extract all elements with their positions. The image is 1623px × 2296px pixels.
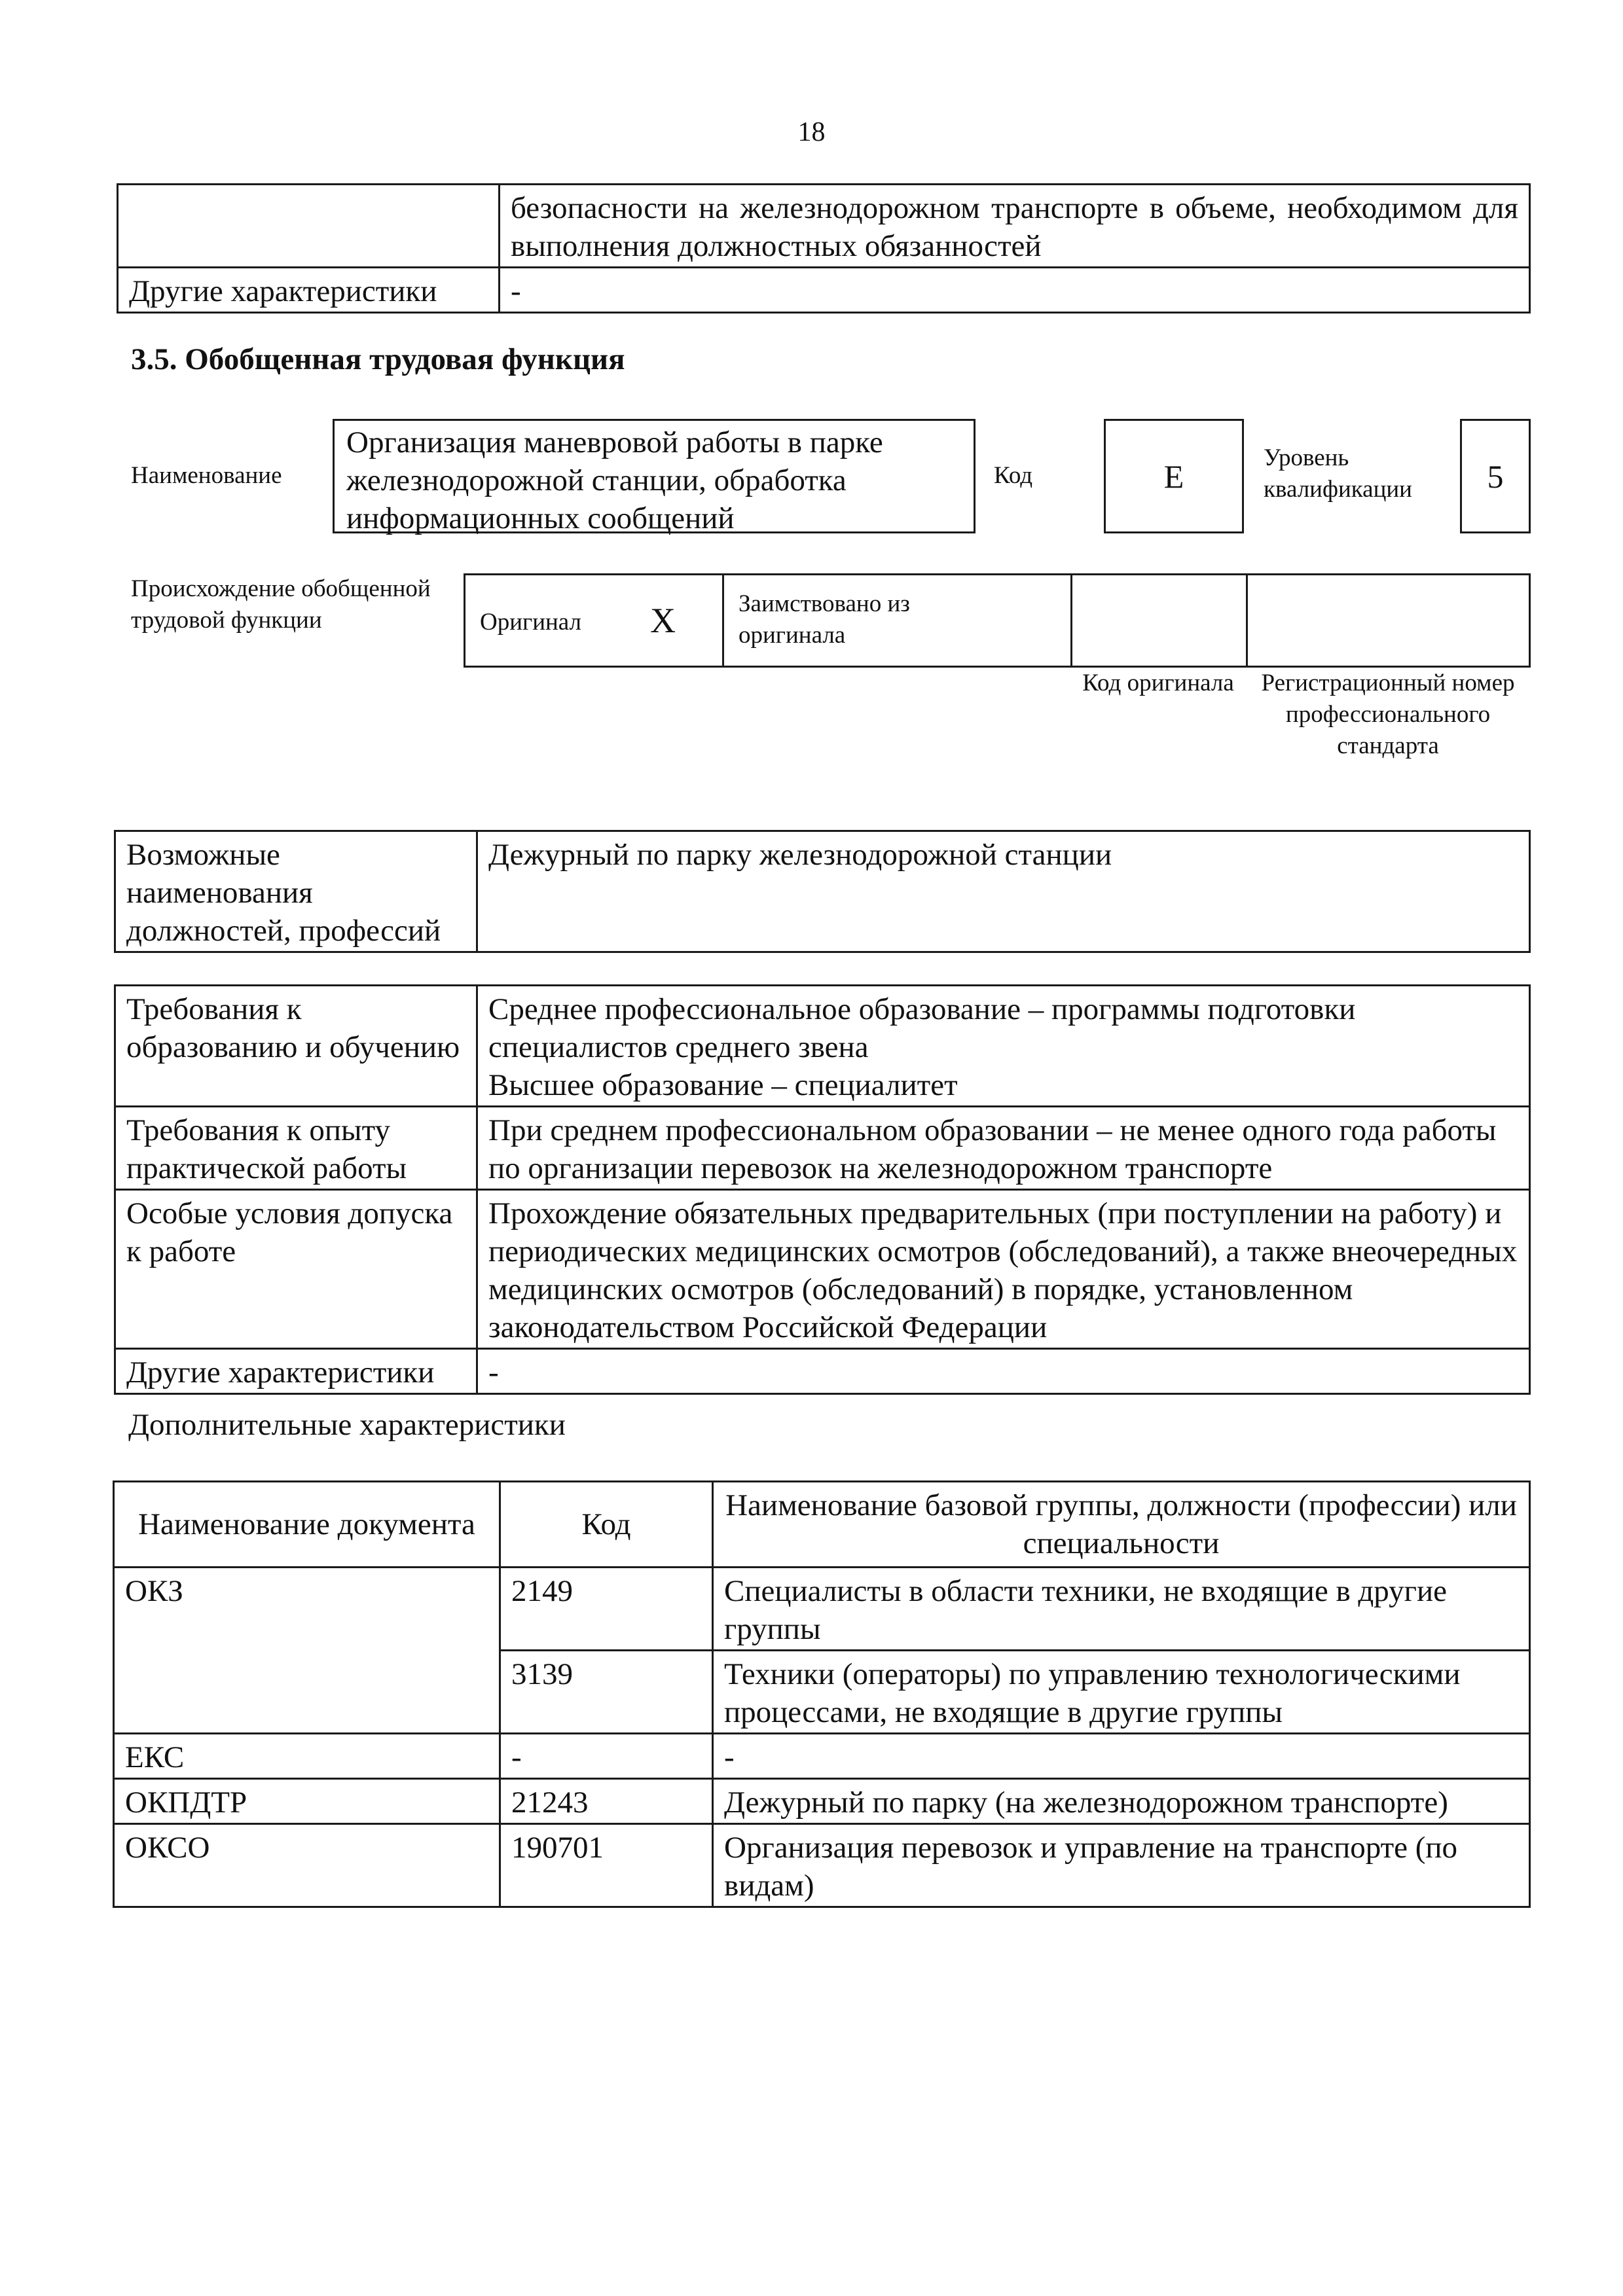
original-code-cell bbox=[1072, 575, 1248, 666]
other-characteristics-label: Другие характеристики bbox=[115, 1349, 477, 1394]
table-row bbox=[114, 1824, 1530, 1907]
okpdtr-name: Дежурный по парку (на железнодорожном транспорте) bbox=[713, 1779, 1530, 1824]
table-row bbox=[114, 1734, 1530, 1779]
qualification-level-box: 5 bbox=[1460, 419, 1531, 533]
header-code: Код bbox=[500, 1482, 713, 1568]
positions-value: Дежурный по парку железнодорожной станции bbox=[477, 831, 1530, 952]
positions-table bbox=[114, 830, 1531, 953]
okso-doc: ОКСО bbox=[114, 1824, 500, 1907]
reg-number-caption: Регистрационный номер профессионального стандарта bbox=[1261, 670, 1515, 759]
admission-conditions-value: Прохождение обязательных предварительных (при поступлении на работу) и периодических медицинских осмотров (обследований), а также внеочередных медицинских осмотров (обследований) в порядке, установленном законодательством Российской Федерации bbox=[477, 1190, 1530, 1349]
original-label: Оригинал bbox=[480, 609, 582, 636]
additional-characteristics-title: Дополнительные характеристики bbox=[128, 1408, 566, 1442]
okz-name-2: Техники (операторы) по управлению технологическими процессами, не входящие в другие группы bbox=[713, 1651, 1530, 1734]
okso-name: Организация перевозок и управление на транспорте (по видам) bbox=[713, 1824, 1530, 1907]
eks-name: - bbox=[713, 1734, 1530, 1779]
section-title: 3.5. Обобщенная трудовая функция bbox=[131, 342, 625, 376]
education-value: Среднее профессиональное образование – программы подготовки специалистов среднего звена Высшее образование – специалитет bbox=[477, 986, 1530, 1107]
function-code-box: E bbox=[1104, 419, 1244, 533]
qualification-level-label: Уровень квалификации bbox=[1264, 444, 1412, 503]
experience-label: Требования к опыту практической работы bbox=[115, 1107, 477, 1190]
table-row bbox=[115, 1190, 1530, 1349]
positions-label: Возможные наименования должностей, профессий bbox=[115, 831, 477, 952]
okso-code: 190701 bbox=[500, 1824, 713, 1907]
original-code-caption: Код оригинала bbox=[1082, 670, 1234, 696]
name-label: Наименование bbox=[131, 462, 282, 489]
header-document: Наименование документа bbox=[114, 1482, 500, 1568]
code-label: Код bbox=[994, 462, 1033, 489]
requirement-continuation: безопасности на железнодорожном транспорте в объеме, необходимом для выполнения должностных обязанностей bbox=[500, 185, 1530, 268]
other-characteristics-value: - bbox=[477, 1349, 1530, 1394]
table-header-row bbox=[114, 1482, 1530, 1568]
origin-row bbox=[464, 573, 1531, 668]
table-row bbox=[115, 1107, 1530, 1190]
okz-name-1: Специалисты в области техники, не входящие в другие группы bbox=[713, 1568, 1530, 1651]
admission-conditions-label: Особые условия допуска к работе bbox=[115, 1190, 477, 1349]
experience-value: При среднем профессиональном образовании – не менее одного года работы по организации перевозок на железнодорожном транспорте bbox=[477, 1107, 1530, 1190]
previous-function-table-tail bbox=[117, 183, 1531, 314]
other-characteristics-value: - bbox=[500, 268, 1530, 313]
table-row bbox=[114, 1568, 1530, 1651]
page-number: 18 bbox=[797, 117, 826, 147]
original-mark: X bbox=[650, 601, 676, 640]
requirements-table bbox=[114, 984, 1531, 1395]
table-row bbox=[114, 1779, 1530, 1824]
eks-code: - bbox=[500, 1734, 713, 1779]
reg-number-cell bbox=[1248, 575, 1529, 666]
okz-code-2: 3139 bbox=[500, 1651, 713, 1734]
borrowed-cell bbox=[724, 575, 1072, 666]
education-label: Требования к образованию и обучению bbox=[115, 986, 477, 1107]
okpdtr-code: 21243 bbox=[500, 1779, 713, 1824]
eks-doc: ЕКС bbox=[114, 1734, 500, 1779]
okz-code-1: 2149 bbox=[500, 1568, 713, 1651]
table-row bbox=[115, 986, 1530, 1107]
function-name-box: Организация маневровой работы в парке железнодорожной станции, обработка информационных сообщений bbox=[333, 419, 976, 533]
header-group-name: Наименование базовой группы, должности (профессии) или специальности bbox=[713, 1482, 1530, 1568]
okz-doc: ОКЗ bbox=[114, 1568, 500, 1734]
empty-label-cell bbox=[118, 185, 500, 268]
additional-characteristics-table bbox=[113, 1480, 1531, 1908]
table-row bbox=[115, 1349, 1530, 1394]
other-characteristics-label: Другие характеристики bbox=[118, 268, 500, 313]
borrowed-label: Заимствовано из оригинала bbox=[739, 590, 910, 649]
okpdtr-doc: ОКПДТР bbox=[114, 1779, 500, 1824]
original-cell bbox=[465, 575, 724, 666]
origin-label: Происхождение обобщенной трудовой функции bbox=[131, 575, 431, 634]
